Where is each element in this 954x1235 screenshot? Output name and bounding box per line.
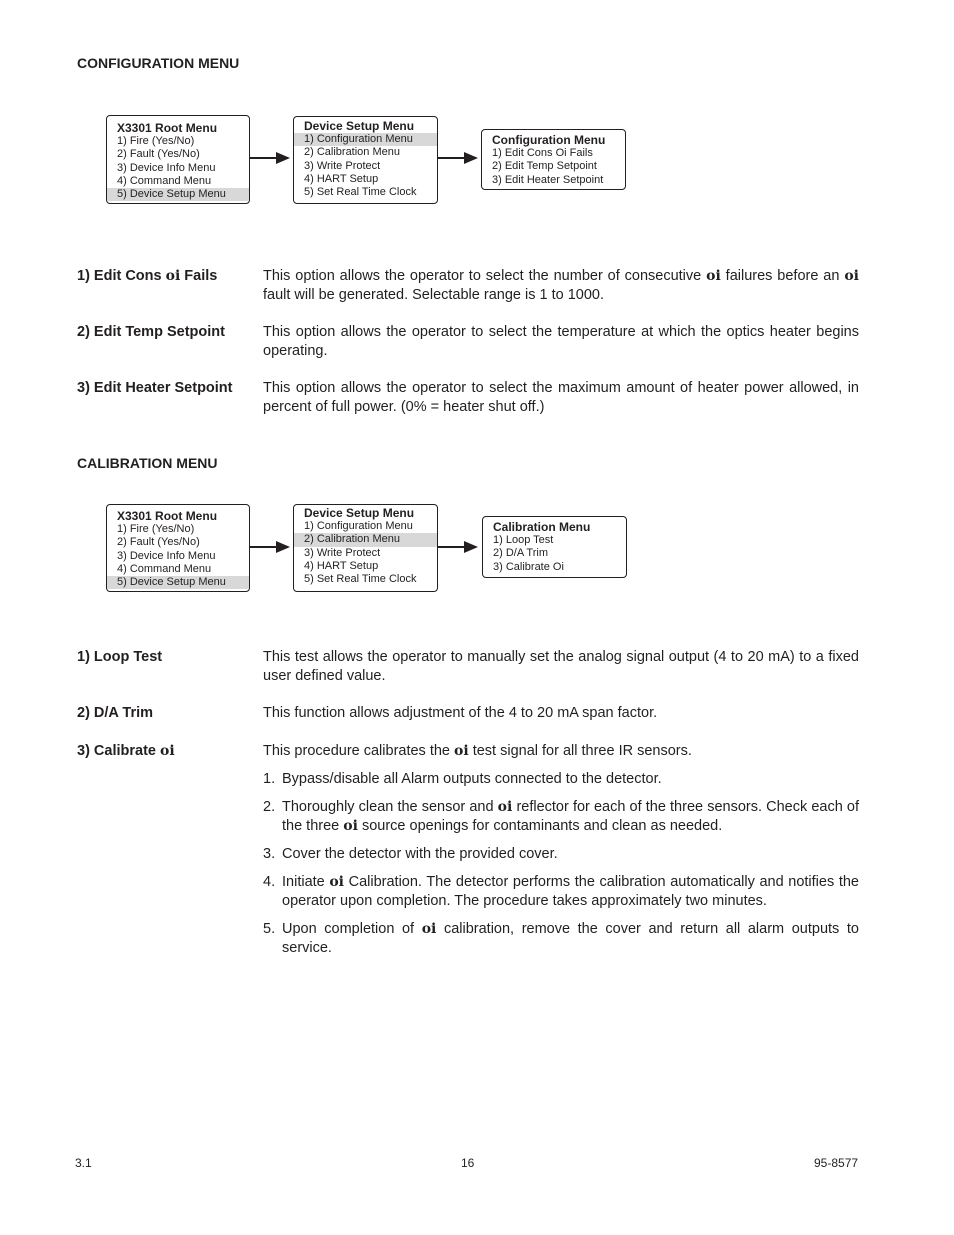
menu-item: 2) Edit Temp Setpoint [492,160,597,173]
oi-symbol: oi [343,818,358,834]
menu-item-highlighted: 5) Device Setup Menu [107,188,249,201]
arrow-icon [250,157,288,159]
step-text: Cover the detector with the provided cover. [282,846,558,862]
arrow-icon [438,157,476,159]
menu-item: 2) D/A Trim [493,547,549,560]
option-term: 3) Edit Heater Setpoint [77,380,233,396]
menu-item: 4) HART Setup [304,559,379,572]
option-term: 2) Edit Temp Setpoint [77,324,225,340]
step-text: reflector for each of the three sensors. Check each of the three [282,799,859,834]
option-description: This function allows adjustment of the 4 to 20 mA span factor. [263,705,658,721]
config-root-menu-box [106,115,250,204]
option-description: This option allows the operator to select the maximum amount of heater power allowed, in percent of full power. (0% = heater shut off.) [263,380,859,415]
oi-symbol: oi [497,799,513,815]
menu-item-highlighted: 1) Configuration Menu [294,133,437,146]
menu-item: 5) Set Real Time Clock [304,186,417,199]
step-number: 4. [263,874,276,890]
oi-symbol: oi [160,743,175,759]
desc-text: This option allows the operator to select the number of consecutive [263,268,707,284]
menu-item: 2) Fault (Yes/No) [117,148,200,161]
option-description [263,267,859,305]
menu-item: 4) HART Setup [304,172,379,185]
step-item [263,770,859,789]
step-number: 2. [263,799,276,815]
calibration-steps-list [263,770,859,967]
oi-symbol: oi [329,874,344,890]
menu-item: 2) Calibration Menu [304,146,400,159]
step-text: Thoroughly clean the sensor and [282,799,498,815]
menu-title: X3301 Root Menu [117,121,218,135]
menu-title: X3301 Root Menu [117,509,218,523]
menu-title: Calibration Menu [493,520,591,534]
step-text: Upon completion of [282,921,422,937]
option-term: 2) D/A Trim [77,705,154,721]
menu-item: 1) Loop Test [493,534,554,546]
desc-text: fault will be generated. Selectable range is 1 to 1000. [263,287,604,303]
calib-root-menu-box [106,504,250,592]
calib-heading: CALIBRATION MENU [77,455,218,471]
menu-item-highlighted: 2) Calibration Menu [294,533,437,546]
calibration-menu-box [482,516,627,578]
step-number: 3. [263,846,276,862]
option-description: This test allows the operator to manually set the analog signal output (4 to 20 mA) to a fixed user defined value. [263,649,859,684]
menu-item: 5) Set Real Time Clock [304,573,417,586]
step-text: Bypass/disable all Alarm outputs connected to the detector. [282,771,662,787]
term-text: Fails [180,268,218,284]
option-term [77,267,217,286]
oi-symbol: oi [421,921,437,937]
desc-text: This procedure calibrates the [263,743,455,759]
desc-text: test signal for all three IR sensors. [468,743,692,759]
menu-item: 1) Edit Cons Oi Fails [492,147,593,159]
menu-item: 1) Configuration Menu [304,520,413,532]
configuration-menu-box [481,129,626,190]
menu-item: 3) Edit Heater Setpoint [492,173,604,186]
term-text: 3) Calibrate [77,743,160,759]
menu-item: 4) Command Menu [117,174,212,187]
menu-item: 3) Write Protect [304,159,381,172]
arrow-icon [438,546,476,548]
footer-document-number: 95-8577 [814,1156,859,1170]
arrow-icon [250,546,288,548]
term-text: 1) Edit Cons [77,268,166,284]
menu-item: 1) Fire (Yes/No) [117,135,195,147]
config-heading: CONFIGURATION MENU [77,55,240,71]
menu-item: 3) Calibrate Oi [493,560,564,573]
step-text: Initiate [282,874,330,890]
menu-item: 3) Device Info Menu [117,161,216,174]
oi-symbol: oi [165,268,181,284]
calib-device-setup-box [293,504,438,592]
oi-symbol: oi [454,743,469,759]
menu-item: 3) Write Protect [304,546,381,559]
desc-text: failures before an [720,268,845,284]
menu-item: 2) Fault (Yes/No) [117,536,200,549]
step-item [263,873,859,911]
menu-title: Configuration Menu [492,133,606,147]
menu-title: Device Setup Menu [304,119,415,133]
footer-revision: 3.1 [75,1156,92,1170]
menu-item: 1) Fire (Yes/No) [117,523,195,535]
oi-symbol: oi [844,268,859,284]
option-term [77,742,175,761]
oi-symbol: oi [706,268,721,284]
step-text: calibration, remove the cover and return all alarm outputs to service. [282,921,859,956]
step-item [263,920,859,958]
step-item [263,845,859,864]
menu-item-highlighted: 5) Device Setup Menu [107,576,249,589]
config-device-setup-box [293,116,438,204]
step-text: Calibration. The detector performs the calibration automatically and notifies the operator upon completion. The procedure takes approximately two minutes. [282,874,859,909]
menu-item: 4) Command Menu [117,562,212,575]
step-text: source openings for contaminants and clean as needed. [357,818,723,834]
step-number: 5. [263,921,276,937]
menu-title: Device Setup Menu [304,506,415,520]
step-item [263,798,859,836]
footer-page-number: 16 [461,1156,475,1170]
step-number: 1. [263,771,276,787]
menu-item: 3) Device Info Menu [117,549,216,562]
option-description: This option allows the operator to select the temperature at which the optics heater begins operating. [263,324,859,359]
option-term: 1) Loop Test [77,649,163,665]
option-description [263,742,859,761]
